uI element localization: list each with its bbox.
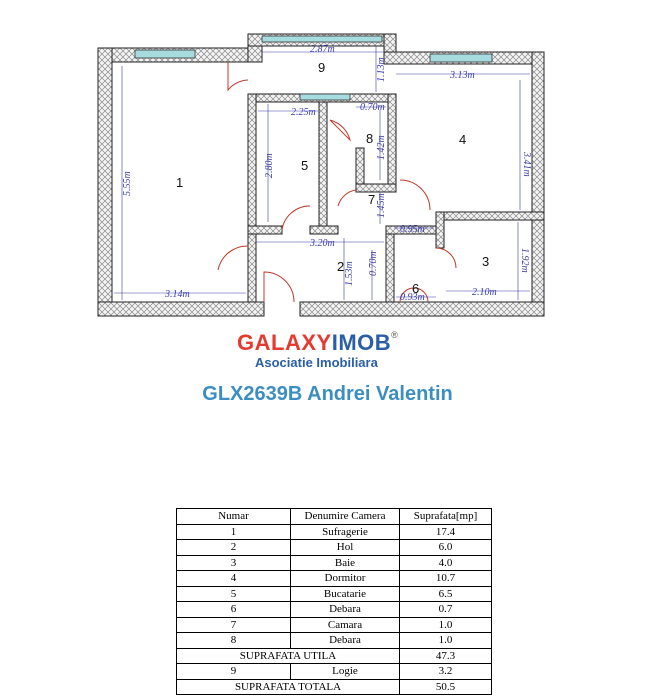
dim-label: 3.13m xyxy=(450,70,475,81)
table-row xyxy=(177,524,492,540)
cell: 1.0 xyxy=(400,617,492,633)
floor-plan xyxy=(0,0,655,330)
room-number: 6 xyxy=(412,281,420,296)
util-row xyxy=(177,648,492,664)
dim-label: 0.95m xyxy=(400,224,425,235)
room-number: 3 xyxy=(482,254,490,269)
room-number: 5 xyxy=(301,158,309,173)
dim-label: 3.20m xyxy=(310,238,335,249)
dim-label: 2.87m xyxy=(310,44,335,55)
interior-walls xyxy=(248,94,544,302)
cell: 6.0 xyxy=(400,540,492,556)
cell: Baie xyxy=(291,555,400,571)
table-row xyxy=(177,571,492,587)
table-row xyxy=(177,540,492,556)
dim-label: 0.70m xyxy=(360,102,385,113)
dim-label: 3.14m xyxy=(165,289,190,300)
dim-label: 0.70m xyxy=(368,251,379,276)
dim-label: 1.13m xyxy=(376,57,387,82)
header-denumire: Denumire Camera xyxy=(291,509,400,525)
cell: 6.5 xyxy=(400,586,492,602)
cell: Bucatarie xyxy=(291,586,400,602)
dim-label: 0.93m xyxy=(400,292,425,303)
cell: 10.7 xyxy=(400,571,492,587)
table-row xyxy=(177,664,492,680)
table-header xyxy=(177,509,492,525)
cell: Debara xyxy=(291,633,400,649)
room-number: 4 xyxy=(459,132,467,147)
cell: 6 xyxy=(177,602,291,618)
logo-wordmark: GALAXYIMOB® xyxy=(237,330,399,355)
room-number: 8 xyxy=(366,131,374,146)
dim-label: 1.42m xyxy=(376,135,387,160)
total-label: SUPRAFATA TOTALA xyxy=(177,679,400,695)
dim-label: 1.92m xyxy=(519,248,530,273)
cell: Hol xyxy=(291,540,400,556)
header-numar: Numar xyxy=(177,509,291,525)
dim-label: 3.41m xyxy=(521,152,532,177)
cell: 5 xyxy=(177,586,291,602)
dim-label: 1.53m xyxy=(344,261,355,286)
total-row xyxy=(177,679,492,695)
listing-title: GLX2639B Andrei Valentin xyxy=(202,383,453,405)
cell: Camara xyxy=(291,617,400,633)
cell: 2 xyxy=(177,540,291,556)
cell: 3 xyxy=(177,555,291,571)
room-area-table xyxy=(176,508,492,695)
cell: 1.0 xyxy=(400,633,492,649)
dim-label: 2.80m xyxy=(264,153,275,178)
util-label: SUPRAFATA UTILA xyxy=(177,648,400,664)
dim-label: 2.25m xyxy=(291,107,316,118)
cell: 8 xyxy=(177,633,291,649)
total-value: 50.5 xyxy=(400,679,492,695)
room-number: 7 xyxy=(368,192,376,207)
table-row xyxy=(177,617,492,633)
table-row xyxy=(177,555,492,571)
cell: 17.4 xyxy=(400,524,492,540)
cell: Debara xyxy=(291,602,400,618)
cell: 3.2 xyxy=(400,664,492,680)
dim-label: 2.10m xyxy=(472,287,497,298)
cell: 4 xyxy=(177,571,291,587)
room-number: 1 xyxy=(176,175,184,190)
room-number: 2 xyxy=(337,259,345,274)
table-row xyxy=(177,633,492,649)
table-row xyxy=(177,602,492,618)
galaxyimob-logo xyxy=(237,330,422,374)
cell: 7 xyxy=(177,617,291,633)
util-value: 47.3 xyxy=(400,648,492,664)
cell: 9 xyxy=(177,664,291,680)
cell: Sufragerie xyxy=(291,524,400,540)
cell: Dormitor xyxy=(291,571,400,587)
cell: 1 xyxy=(177,524,291,540)
header-suprafata: Suprafata[mp] xyxy=(400,509,492,525)
cell: 0.7 xyxy=(400,602,492,618)
cell: 4.0 xyxy=(400,555,492,571)
cell: Logie xyxy=(291,664,400,680)
dim-label: 1.45m xyxy=(376,193,387,218)
logo-tagline: Asociatie Imobiliara xyxy=(255,355,378,370)
dim-label: 5.55m xyxy=(122,171,133,196)
table-row xyxy=(177,586,492,602)
room-number: 9 xyxy=(318,60,326,75)
